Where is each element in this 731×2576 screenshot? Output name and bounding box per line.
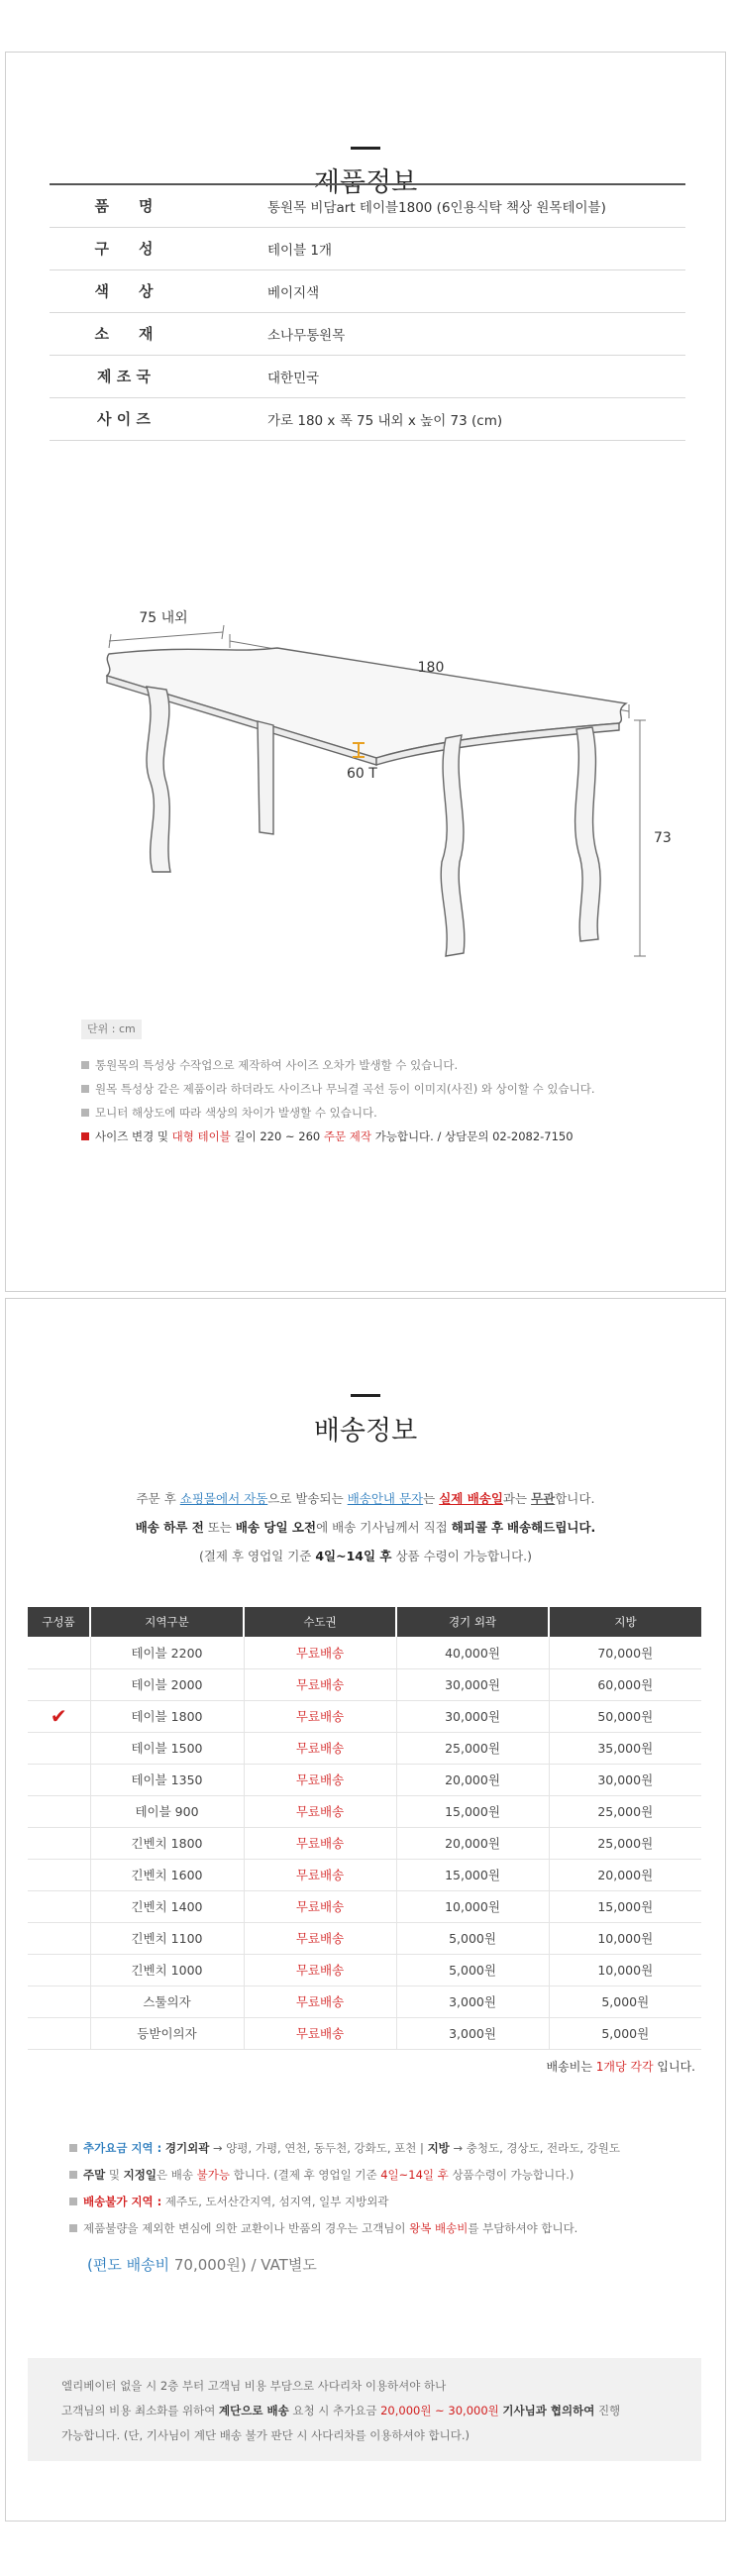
note-item <box>69 2215 620 2242</box>
note-text: 모니터 해상도에 따라 색상의 차이가 발생할 수 있습니다. <box>95 1106 377 1120</box>
note-part: 대형 테이블 <box>171 1129 231 1143</box>
item-cell: 테이블 900 <box>90 1795 244 1827</box>
check-cell <box>28 1827 90 1859</box>
info-value: 테이블 1개 <box>198 227 685 269</box>
unit-tag: 단위 : cm <box>81 1020 142 1039</box>
check-cell <box>28 1732 90 1764</box>
info-label: 사 이 즈 <box>50 397 198 440</box>
column-header: 지방 <box>549 1607 701 1637</box>
item-cell: 테이블 2200 <box>90 1637 244 1668</box>
outer-fee-cell: 3,000원 <box>396 2017 549 2049</box>
intro-part: 실제 배송일 <box>439 1491 503 1506</box>
table-row <box>28 1859 701 1890</box>
per-unit-part: 1개당 각각 <box>595 2060 654 2074</box>
bullet-square <box>81 1061 89 1069</box>
region-fee-cell: 5,000원 <box>549 1986 701 2017</box>
info-row <box>50 269 685 312</box>
info-label: 제 조 국 <box>50 355 198 397</box>
product-info-table <box>50 183 685 441</box>
check-cell <box>28 1637 90 1668</box>
info-row <box>50 397 685 440</box>
column-header: 구성품 <box>28 1607 90 1637</box>
per-unit-note <box>547 2058 695 2075</box>
shipping-intro-line-2 <box>0 1518 731 1536</box>
region-fee-cell: 10,000원 <box>549 1922 701 1954</box>
check-cell <box>28 1922 90 1954</box>
table-row <box>28 1700 701 1732</box>
table-row <box>28 1795 701 1827</box>
note-item <box>69 2162 620 2189</box>
width-label: 180 <box>417 660 445 676</box>
note-part: 사이즈 변경 <box>95 1129 155 1143</box>
info-label: 색 상 <box>50 269 198 312</box>
note-part: 및 <box>157 1129 168 1143</box>
notice-part: 진행 <box>597 2404 621 2417</box>
shipping-intro-line-1 <box>0 1489 731 1507</box>
table-row <box>28 1954 701 1986</box>
item-cell: 긴벤치 1600 <box>90 1859 244 1890</box>
intro-part: 무관 <box>531 1491 556 1506</box>
per-unit-part: 배송비는 <box>546 2060 592 2074</box>
table-header-row <box>28 1607 701 1637</box>
bullet-square <box>69 2198 77 2205</box>
intro-part: 배송 당일 오전 <box>235 1520 317 1535</box>
intro-part: 또는 <box>207 1520 232 1535</box>
intro-part: 으로 발송되는 <box>267 1491 344 1506</box>
item-cell: 테이블 2000 <box>90 1668 244 1700</box>
note-part: 왕복 배송비 <box>409 2221 469 2235</box>
region-fee-cell: 15,000원 <box>549 1890 701 1922</box>
intro-part: 에 배송 기사님께서 직접 <box>316 1520 448 1535</box>
notice-line <box>61 2399 668 2423</box>
note-part: 합니다. (결제 후 영업일 기준 <box>233 2168 377 2182</box>
metro-fee-cell: 무료배송 <box>244 1668 396 1700</box>
note-part: 배송불가 지역 : <box>83 2195 162 2208</box>
island-part: (편도 배송비 <box>87 2256 170 2274</box>
check-cell <box>28 1890 90 1922</box>
info-row <box>50 355 685 397</box>
note-item <box>69 2135 620 2162</box>
note-text: 원목 특성상 같은 제품이라 하더라도 사이즈나 무늬결 곡선 등이 이미지(사진) 와 상이할 수 있습니다. <box>95 1082 595 1096</box>
intro-part: 합니다. <box>555 1491 595 1506</box>
metro-fee-cell: 무료배송 <box>244 1795 396 1827</box>
note-part: 불가능 <box>196 2168 230 2182</box>
metro-fee-cell: 무료배송 <box>244 2017 396 2049</box>
outer-fee-cell: 30,000원 <box>396 1668 549 1700</box>
column-header: 수도권 <box>244 1607 396 1637</box>
table-row <box>28 1922 701 1954</box>
note-part: 주문 제작 <box>323 1129 371 1143</box>
item-cell: 스툴의자 <box>90 1986 244 2017</box>
note-part: 은 배송 <box>156 2168 193 2182</box>
outer-fee-cell: 5,000원 <box>396 1922 549 1954</box>
notice-line: 가능합니다. (단, 기사님이 계단 배송 불가 판단 시 사다리차를 이용하셔야 합니다.) <box>61 2428 470 2442</box>
metro-fee-cell: 무료배송 <box>244 1637 396 1668</box>
note-part: 제품불량을 제외한 변심에 의한 교환이나 반품의 경우는 고객님이 <box>83 2221 406 2235</box>
note-part: 경기외곽 <box>164 2141 210 2155</box>
per-unit-part: 입니다. <box>657 2060 695 2074</box>
outer-fee-cell: 15,000원 <box>396 1795 549 1827</box>
outer-fee-cell: 40,000원 <box>396 1637 549 1668</box>
info-label: 구 성 <box>50 227 198 269</box>
outer-fee-cell: 15,000원 <box>396 1859 549 1890</box>
intro-part: 배송해드립니다. <box>507 1520 596 1535</box>
region-fee-cell: 50,000원 <box>549 1700 701 1732</box>
check-cell <box>28 1668 90 1700</box>
note-item <box>69 2189 620 2215</box>
shipping-fee-table <box>28 1607 701 2050</box>
intro-part: 상품 수령이 가능합니다.) <box>395 1549 533 1563</box>
region-fee-cell: 70,000원 <box>549 1637 701 1668</box>
region-fee-cell: 60,000원 <box>549 1668 701 1700</box>
product-info-title: 제품정보 <box>313 167 418 198</box>
item-cell: 테이블 1800 <box>90 1700 244 1732</box>
island-part: ) / VAT별도 <box>240 2256 317 2274</box>
info-value: 베이지색 <box>198 269 685 312</box>
note-part: 상품수령이 가능합니다.) <box>452 2168 574 2182</box>
shipping-notes <box>69 2135 620 2242</box>
title-divider <box>351 1394 380 1397</box>
bullet-square <box>81 1132 89 1140</box>
note-part: 지정일 <box>123 2168 157 2182</box>
note-part: → 양평, 가평, 연천, 동두천, 강화도, 포천 | <box>213 2141 424 2155</box>
region-fee-cell: 35,000원 <box>549 1732 701 1764</box>
table-row <box>28 1764 701 1795</box>
table-row <box>28 1986 701 2017</box>
table-row <box>28 2017 701 2049</box>
check-mark-icon: ✔ <box>28 1700 90 1732</box>
intro-part: 는 <box>423 1491 436 1506</box>
table-dimension-diagram <box>79 585 674 1001</box>
outer-fee-cell: 5,000원 <box>396 1954 549 1986</box>
region-fee-cell: 30,000원 <box>549 1764 701 1795</box>
metro-fee-cell: 무료배송 <box>244 1827 396 1859</box>
notice-part: 계단으로 배송 <box>219 2404 289 2417</box>
bullet-square <box>81 1085 89 1093</box>
intro-part: 해피콜 <box>451 1520 487 1535</box>
island-fee-note <box>87 2254 317 2275</box>
table-row <box>28 1637 701 1668</box>
outer-fee-cell: 3,000원 <box>396 1986 549 2017</box>
note-part: 제주도, 도서산간지역, 섬지역, 일부 지방외곽 <box>164 2195 389 2208</box>
info-value: 소나무통원목 <box>198 312 685 355</box>
note-part: 길이 220 ~ 260 <box>234 1129 321 1143</box>
intro-part: 쇼핑몰에서 자동 <box>179 1491 268 1506</box>
note-part: 주말 <box>83 2168 106 2182</box>
ladder-notice-box <box>28 2358 701 2461</box>
check-cell <box>28 1954 90 1986</box>
info-label: 품 명 <box>50 184 198 227</box>
note-part: 추가요금 지역 : <box>83 2141 162 2155</box>
metro-fee-cell: 무료배송 <box>244 1890 396 1922</box>
item-cell: 테이블 1500 <box>90 1732 244 1764</box>
intro-part: 과는 <box>502 1491 528 1506</box>
shipping-info-title: 배송정보 <box>313 1416 418 1447</box>
intro-part: 배송안내 문자 <box>347 1491 424 1506</box>
info-row <box>50 184 685 227</box>
metro-fee-cell: 무료배송 <box>244 1922 396 1954</box>
item-cell: 긴벤치 1800 <box>90 1827 244 1859</box>
item-cell: 등받이의자 <box>90 2017 244 2049</box>
notice-part: 기사님과 협의하여 <box>502 2404 595 2417</box>
info-row <box>50 227 685 269</box>
info-value: 가로 180 x 폭 75 내외 x 높이 73 (cm) <box>198 397 685 440</box>
note-item <box>81 1053 595 1077</box>
check-cell <box>28 2017 90 2049</box>
intro-part: 배송 하루 전 <box>135 1520 204 1535</box>
note-part: 가능합니다. / 상담문의 02-2082-7150 <box>374 1129 574 1143</box>
region-fee-cell: 20,000원 <box>549 1859 701 1890</box>
note-item <box>81 1077 595 1101</box>
info-row <box>50 312 685 355</box>
info-value: 대한민국 <box>198 355 685 397</box>
bullet-square <box>69 2144 77 2152</box>
metro-fee-cell: 무료배송 <box>244 1986 396 2017</box>
note-part: 를 부담하셔야 합니다. <box>468 2221 578 2235</box>
outer-fee-cell: 25,000원 <box>396 1732 549 1764</box>
item-cell: 테이블 1350 <box>90 1764 244 1795</box>
region-fee-cell: 10,000원 <box>549 1954 701 1986</box>
title-divider <box>351 147 380 150</box>
island-part: 70,000원 <box>173 2256 241 2274</box>
metro-fee-cell: 무료배송 <box>244 1764 396 1795</box>
outer-fee-cell: 10,000원 <box>396 1890 549 1922</box>
outer-fee-cell: 30,000원 <box>396 1700 549 1732</box>
item-cell: 긴벤치 1100 <box>90 1922 244 1954</box>
intro-part: 4일~14일 후 <box>315 1549 392 1563</box>
item-cell: 긴벤치 1400 <box>90 1890 244 1922</box>
product-notes <box>81 1053 595 1148</box>
check-cell <box>28 1764 90 1795</box>
region-fee-cell: 5,000원 <box>549 2017 701 2049</box>
intro-part: 주문 후 <box>136 1491 176 1506</box>
notice-part: 요청 시 추가요금 <box>292 2404 377 2417</box>
check-cell <box>28 1859 90 1890</box>
item-cell: 긴벤치 1000 <box>90 1954 244 1986</box>
note-text: 통원목의 특성상 수작업으로 제작하여 사이즈 오차가 발생할 수 있습니다. <box>95 1058 459 1072</box>
table-top <box>107 648 626 765</box>
note-part: 4일~14일 후 <box>380 2168 449 2182</box>
outer-fee-cell: 20,000원 <box>396 1827 549 1859</box>
notice-line: 엘리베이터 없을 시 2층 부터 고객님 비용 부담으로 사다리차 이용하셔야 하나 <box>61 2379 447 2393</box>
column-header: 지역구분 <box>90 1607 244 1637</box>
metro-fee-cell: 무료배송 <box>244 1859 396 1890</box>
table-row <box>28 1668 701 1700</box>
intro-part: (결제 후 영업일 기준 <box>198 1549 312 1563</box>
bullet-square <box>81 1109 89 1117</box>
metro-fee-cell: 무료배송 <box>244 1732 396 1764</box>
metro-fee-cell: 무료배송 <box>244 1700 396 1732</box>
note-part: 지방 <box>427 2141 450 2155</box>
note-item <box>81 1101 595 1125</box>
table-row <box>28 1732 701 1764</box>
region-fee-cell: 25,000원 <box>549 1827 701 1859</box>
check-cell <box>28 1795 90 1827</box>
table-row <box>28 1827 701 1859</box>
column-header: 경기 외곽 <box>396 1607 549 1637</box>
outer-fee-cell: 20,000원 <box>396 1764 549 1795</box>
depth-label: 75 내외 <box>139 610 188 626</box>
table-row <box>28 1890 701 1922</box>
thickness-label: 60 T <box>347 766 377 782</box>
intro-part: 후 <box>490 1520 504 1535</box>
metro-fee-cell: 무료배송 <box>244 1954 396 1986</box>
bullet-square <box>69 2224 77 2232</box>
bullet-square <box>69 2171 77 2179</box>
notice-part: 고객님의 비용 최소화를 위하여 <box>61 2404 216 2417</box>
height-label: 73 <box>654 830 672 846</box>
note-part: 및 <box>108 2168 120 2182</box>
notice-part: 20,000원 ~ 30,000원 <box>380 2404 499 2417</box>
custom-order-note <box>81 1125 595 1148</box>
info-label: 소 재 <box>50 312 198 355</box>
check-cell <box>28 1986 90 2017</box>
info-value: 통원목 비담art 테이블1800 (6인용식탁 책상 원목테이블) <box>198 184 685 227</box>
note-part: → 충청도, 경상도, 전라도, 강원도 <box>453 2141 620 2155</box>
region-fee-cell: 25,000원 <box>549 1795 701 1827</box>
shipping-intro-line-3 <box>0 1547 731 1564</box>
